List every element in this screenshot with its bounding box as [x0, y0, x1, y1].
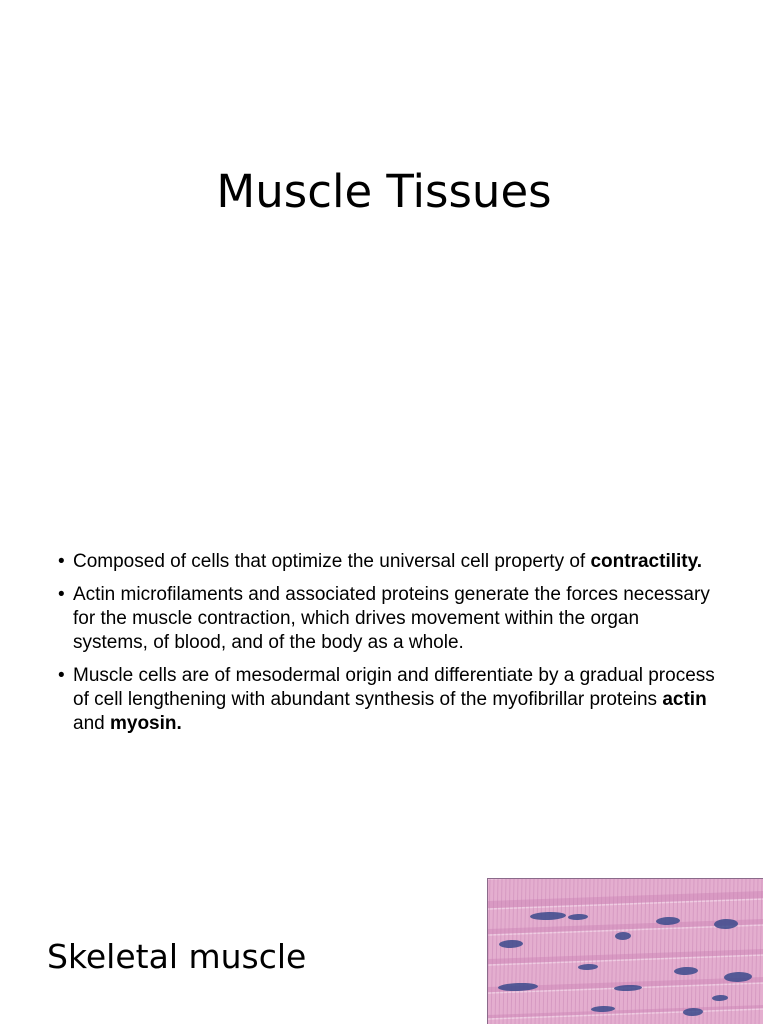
bullet-item	[58, 550, 718, 574]
bullet-item	[58, 664, 718, 736]
bullet-text: and	[73, 713, 110, 734]
bullet-text: Actin microfilaments and associated proteins generate the forces necessary for the muscle contraction, which drives movement within the organ systems, of blood, and of the body as a whole.	[73, 584, 710, 653]
bullet-text-bold: contractility.	[590, 551, 703, 572]
section-label: Skeletal muscle	[47, 937, 307, 976]
bullet-dot-icon: •	[58, 551, 65, 572]
bullet-item	[58, 583, 718, 655]
bullet-text: Muscle cells are of mesodermal origin and differentiate by a gradual process of cell lengthening with abundant synthesis of the myofibrillar proteins	[73, 665, 715, 710]
skeletal-muscle-micrograph	[487, 878, 763, 1024]
bullet-text-bold: myosin.	[109, 713, 182, 734]
bullet-dot-icon: •	[58, 665, 65, 686]
bullet-text-bold: actin	[662, 689, 707, 710]
bullet-list	[58, 550, 718, 745]
micrograph-image	[488, 879, 763, 1024]
bullet-text: Composed of cells that optimize the universal cell property of	[73, 551, 591, 572]
slide-title: Muscle Tissues	[216, 165, 552, 218]
bullet-dot-icon: •	[58, 584, 65, 605]
